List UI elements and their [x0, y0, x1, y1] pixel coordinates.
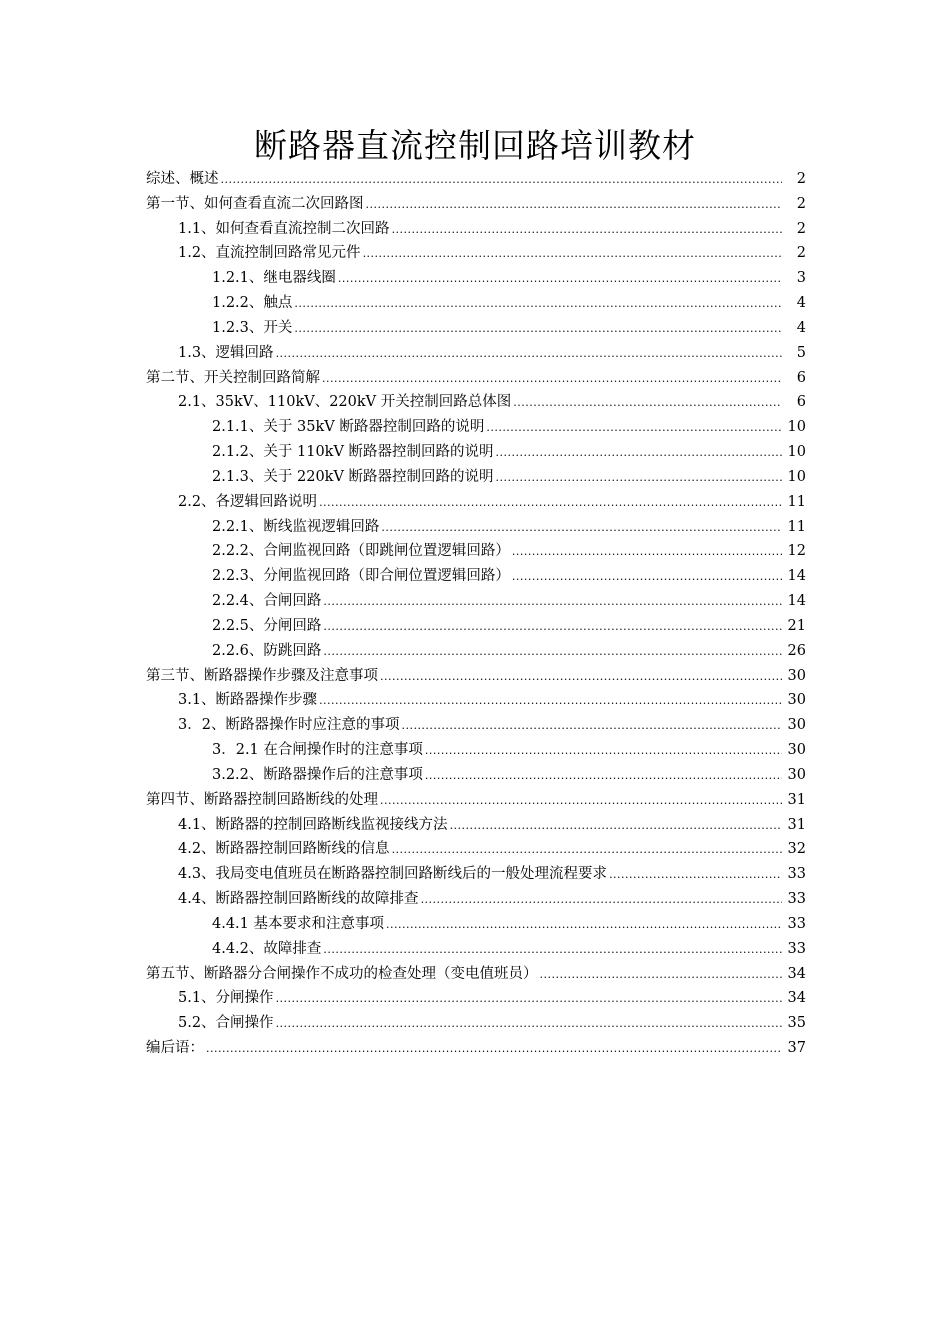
toc-entry-title: 1.3、逻辑回路	[178, 344, 274, 361]
toc-dot-leader	[319, 689, 782, 714]
toc-dot-leader	[381, 516, 782, 541]
toc-entry-page-number: 10	[787, 419, 806, 436]
toc-entry[interactable]	[146, 763, 806, 788]
toc-dot-leader	[206, 1037, 782, 1062]
toc-entry-title: 2.1.1、关于 35kV 断路器控制回路的说明	[212, 419, 485, 436]
toc-dot-leader	[609, 863, 782, 888]
toc-entry[interactable]	[146, 490, 806, 515]
toc-dot-leader	[496, 466, 782, 491]
toc-entry-title: 4.4.1 基本要求和注意事项	[212, 915, 385, 932]
toc-entry[interactable]	[146, 887, 806, 912]
toc-entry-title: 1.2、直流控制回路常见元件	[178, 245, 361, 262]
toc-entry-title: 2.2、各逻辑回路说明	[178, 493, 318, 510]
toc-entry[interactable]	[146, 1036, 806, 1061]
toc-entry-title: 2.2.6、防跳回路	[212, 642, 322, 659]
toc-entry[interactable]	[146, 738, 806, 763]
toc-entry-title: 2.1.2、关于 110kV 断路器控制回路的说明	[212, 444, 494, 461]
toc-entry-page-number: 21	[787, 617, 806, 634]
toc-dot-leader	[496, 441, 782, 466]
toc-entry-page-number: 33	[787, 940, 806, 957]
toc-entry[interactable]	[146, 788, 806, 813]
toc-entry-title: 2.1、35kV、110kV、220kV 开关控制回路总体图	[178, 394, 512, 411]
toc-dot-leader	[512, 540, 782, 565]
toc-entry-page-number: 30	[787, 717, 806, 734]
toc-dot-leader	[276, 1012, 782, 1037]
toc-entry-page-number: 4	[796, 295, 806, 312]
toc-entry-title: 第四节、断路器控制回路断线的处理	[146, 791, 378, 808]
toc-dot-leader	[450, 814, 782, 839]
toc-entry-page-number: 11	[787, 493, 806, 510]
toc-dot-leader	[421, 888, 782, 913]
toc-entry[interactable]	[146, 241, 806, 266]
toc-entry-page-number: 31	[787, 791, 806, 808]
toc-dot-leader	[323, 640, 782, 665]
toc-entry-title: 3.1、断路器操作步骤	[178, 692, 318, 709]
toc-entry-title: 第五节、断路器分合闸操作不成功的检查处理（变电值班员）	[146, 965, 538, 982]
toc-entry[interactable]	[146, 440, 806, 465]
toc-entry[interactable]	[146, 813, 806, 838]
toc-entry-page-number: 5	[796, 344, 806, 361]
toc-entry-title: 1.2.2、触点	[212, 295, 293, 312]
toc-dot-leader	[380, 789, 782, 814]
toc-entry-title: 3.2.2、断路器操作后的注意事项	[212, 766, 423, 783]
toc-entry-title: 第三节、断路器操作步骤及注意事项	[146, 667, 378, 684]
toc-dot-leader	[425, 739, 782, 764]
toc-entry[interactable]	[146, 291, 806, 316]
toc-entry-title: 1.2.3、开关	[212, 319, 293, 336]
toc-dot-leader	[401, 714, 782, 739]
toc-entry[interactable]	[146, 217, 806, 242]
toc-dot-leader	[323, 938, 782, 963]
toc-dot-leader	[512, 565, 782, 590]
toc-entry-title: 综述、概述	[146, 171, 219, 187]
toc-entry-title: 4.4、断路器控制回路断线的故障排查	[178, 891, 419, 908]
toc-dot-leader	[319, 491, 782, 516]
toc-entry[interactable]	[146, 390, 806, 415]
toc-entry[interactable]	[146, 713, 806, 738]
toc-dot-leader	[386, 913, 782, 938]
toc-entry-page-number: 30	[787, 692, 806, 709]
toc-entry-title: 3．2.1 在合闸操作时的注意事项	[212, 742, 423, 759]
toc-entry[interactable]	[146, 167, 806, 192]
toc-entry-page-number: 34	[787, 990, 806, 1007]
toc-entry-page-number: 32	[787, 841, 806, 858]
toc-entry-title: 3．2、断路器操作时应注意的事项	[178, 717, 400, 734]
toc-entry-page-number: 12	[787, 543, 806, 560]
toc-entry-page-number: 34	[787, 965, 806, 982]
toc-entry-page-number: 30	[787, 766, 806, 783]
toc-entry[interactable]	[146, 1011, 806, 1036]
toc-entry-title: 编后语：	[146, 1039, 204, 1056]
toc-dot-leader	[392, 838, 782, 863]
toc-dot-leader	[392, 218, 782, 243]
toc-entry-page-number: 2	[796, 220, 806, 237]
toc-entry-title: 2.2.1、断线监视逻辑回路	[212, 518, 380, 535]
toc-entry[interactable]	[146, 614, 806, 639]
toc-entry[interactable]	[146, 316, 806, 341]
toc-entry-page-number: 14	[787, 568, 806, 585]
toc-entry[interactable]	[146, 912, 806, 937]
table-of-contents	[146, 167, 806, 1061]
toc-entry-page-number: 14	[787, 593, 806, 610]
toc-entry-title: 5.1、分闸操作	[178, 990, 274, 1007]
toc-dot-leader	[338, 267, 782, 292]
toc-entry-page-number: 2	[796, 245, 806, 262]
toc-entry-page-number: 2	[796, 195, 806, 212]
toc-entry-page-number: 6	[796, 394, 806, 411]
toc-entry-page-number: 33	[787, 891, 806, 908]
toc-entry-title: 4.4.2、故障排查	[212, 940, 322, 957]
toc-dot-leader	[366, 193, 783, 218]
toc-entry-title: 2.2.2、合闸监视回路（即跳闸位置逻辑回路）	[212, 543, 510, 560]
toc-entry-title: 2.2.5、分闸回路	[212, 617, 322, 634]
toc-entry[interactable]	[146, 539, 806, 564]
toc-entry-title: 5.2、合闸操作	[178, 1015, 274, 1032]
toc-dot-leader	[294, 317, 782, 342]
document-title: 断路器直流控制回路培训教材	[254, 126, 696, 166]
toc-entry-page-number: 6	[796, 369, 806, 386]
toc-entry[interactable]	[146, 465, 806, 490]
toc-entry-title: 4.1、断路器的控制回路断线监视接线方法	[178, 816, 448, 833]
toc-entry[interactable]	[146, 664, 806, 689]
toc-entry-page-number: 33	[787, 915, 806, 932]
toc-dot-leader	[425, 764, 782, 789]
toc-dot-leader	[322, 367, 782, 392]
toc-entry[interactable]	[146, 415, 806, 440]
toc-entry[interactable]	[146, 564, 806, 589]
toc-entry-title: 1.2.1、继电器线圈	[212, 270, 336, 287]
toc-entry-page-number: 37	[787, 1039, 806, 1056]
toc-entry-page-number: 30	[787, 667, 806, 684]
toc-entry-title: 2.2.3、分闸监视回路（即合闸位置逻辑回路）	[212, 568, 510, 585]
toc-entry[interactable]	[146, 862, 806, 887]
toc-entry[interactable]	[146, 962, 806, 987]
toc-dot-leader	[221, 168, 783, 193]
toc-dot-leader	[513, 391, 782, 416]
toc-entry[interactable]	[146, 192, 806, 217]
toc-dot-leader	[323, 590, 782, 615]
toc-entry-page-number: 3	[796, 270, 806, 287]
toc-entry[interactable]	[146, 837, 806, 862]
toc-entry[interactable]	[146, 515, 806, 540]
toc-dot-leader	[323, 615, 782, 640]
toc-entry-title: 4.2、断路器控制回路断线的信息	[178, 841, 390, 858]
toc-entry-page-number: 10	[787, 444, 806, 461]
toc-dot-leader	[363, 242, 782, 267]
toc-entry[interactable]	[146, 688, 806, 713]
toc-entry-title: 4.3、我局变电值班员在断路器控制回路断线后的一般处理流程要求	[178, 866, 608, 883]
toc-entry-page-number: 2	[796, 171, 806, 187]
toc-entry[interactable]	[146, 986, 806, 1011]
toc-dot-leader	[380, 665, 782, 690]
toc-entry[interactable]	[146, 341, 806, 366]
toc-entry-page-number: 4	[796, 319, 806, 336]
toc-entry[interactable]	[146, 937, 806, 962]
toc-entry-title: 2.1.3、关于 220kV 断路器控制回路的说明	[212, 468, 494, 485]
toc-entry-page-number: 10	[787, 468, 806, 485]
toc-entry-page-number: 11	[787, 518, 806, 535]
toc-entry[interactable]	[146, 366, 806, 391]
toc-entry-title: 1.1、如何查看直流控制二次回路	[178, 220, 390, 237]
toc-entry[interactable]	[146, 589, 806, 614]
toc-entry[interactable]	[146, 639, 806, 664]
toc-entry-page-number: 35	[787, 1015, 806, 1032]
toc-dot-leader	[486, 416, 782, 441]
toc-entry-title: 第一节、如何查看直流二次回路图	[146, 195, 364, 212]
toc-dot-leader	[294, 292, 782, 317]
toc-entry-page-number: 31	[787, 816, 806, 833]
toc-dot-leader	[540, 963, 783, 988]
toc-dot-leader	[276, 342, 782, 367]
toc-dot-leader	[276, 987, 782, 1012]
toc-entry-page-number: 30	[787, 742, 806, 759]
toc-entry-page-number: 26	[787, 642, 806, 659]
toc-entry-title: 第二节、开关控制回路简解	[146, 369, 320, 386]
toc-entry-title: 2.2.4、合闸回路	[212, 593, 322, 610]
toc-entry[interactable]	[146, 266, 806, 291]
toc-entry-page-number: 33	[787, 866, 806, 883]
